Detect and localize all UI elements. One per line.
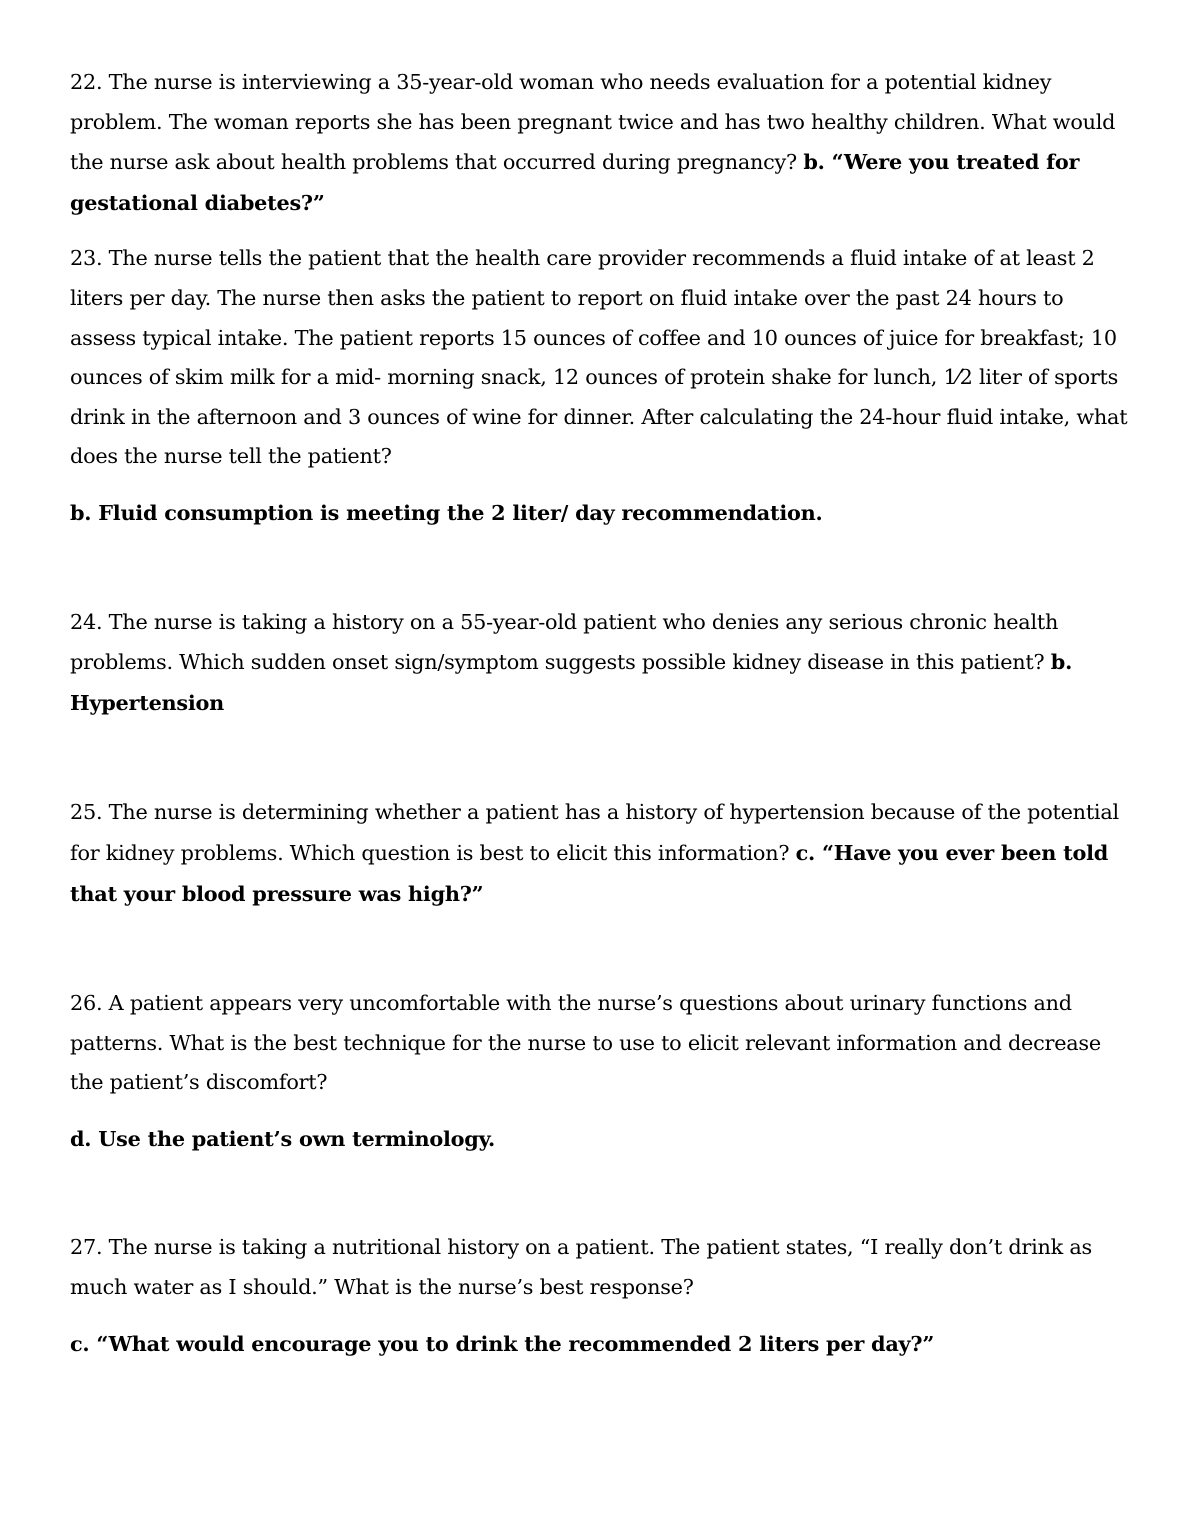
answer-27: c. “What would encourage you to drink the recommended 2 liters per day?” xyxy=(70,1330,935,1356)
question-24 xyxy=(70,603,1130,724)
question-26-text: 26. A patient appears very uncomfortable with the nurse’s questions about urinary functions and patterns. What is the best technique for the nurse to use to elicit relevant information and decrease the patient’s discomfort? xyxy=(70,991,1101,1095)
question-22 xyxy=(70,63,1130,223)
question-25 xyxy=(70,793,1130,914)
question-27 xyxy=(70,1228,1130,1307)
question-25-text: 25. The nurse is determining whether a patient has a history of hypertension because of the potential for kidney problems. Which question is best to elicit this information? xyxy=(70,800,1119,865)
document-page xyxy=(70,63,1130,1363)
question-23-text: 23. The nurse tells the patient that the health care provider recommends a fluid intake of at least 2 liters per day. The nurse then asks the patient to report on fluid intake over the past 24 hours to assess typical intake. The patient reports 15 ounces of coffee and 10 ounces of juice for breakfast; 10 ounces of skim milk for a mid- morning snack, 12 ounces of protein shake for lunch, 1⁄2 liter of sports drink in the afternoon and 3 ounces of wine for dinner. After calculating the 24-hour fluid intake, what does the nurse tell the patient? xyxy=(70,246,1128,469)
question-24-text: 24. The nurse is taking a history on a 55-year-old patient who denies any serious chronic health problems. Which sudden onset sign/symptom suggests possible kidney disease in this patient? xyxy=(70,609,1059,675)
answer-25: c. “Have you ever been told that your blood pressure was high?” xyxy=(70,839,1109,906)
question-22-text: 22. The nurse is interviewing a 35-year-old woman who needs evaluation for a potential kidney problem. The woman reports she has been pregnant twice and has two healthy children. What would the nurse ask about health problems that occurred during pregnancy? xyxy=(70,70,1116,175)
question-26 xyxy=(70,984,1130,1103)
answer-23: b. Fluid consumption is meeting the 2 liter/ day recommendation. xyxy=(70,499,823,525)
answer-24: b. Hypertension xyxy=(70,649,1073,715)
answer-22: b. “Were you treated for gestational diabetes?” xyxy=(70,149,1080,215)
answer-26: d. Use the patient’s own terminology. xyxy=(70,1125,496,1151)
question-27-text: 27. The nurse is taking a nutritional history on a patient. The patient states, “I really don’t drink as much water as I should.” What is the nurse’s best response? xyxy=(70,1235,1092,1300)
question-23 xyxy=(70,239,1130,477)
